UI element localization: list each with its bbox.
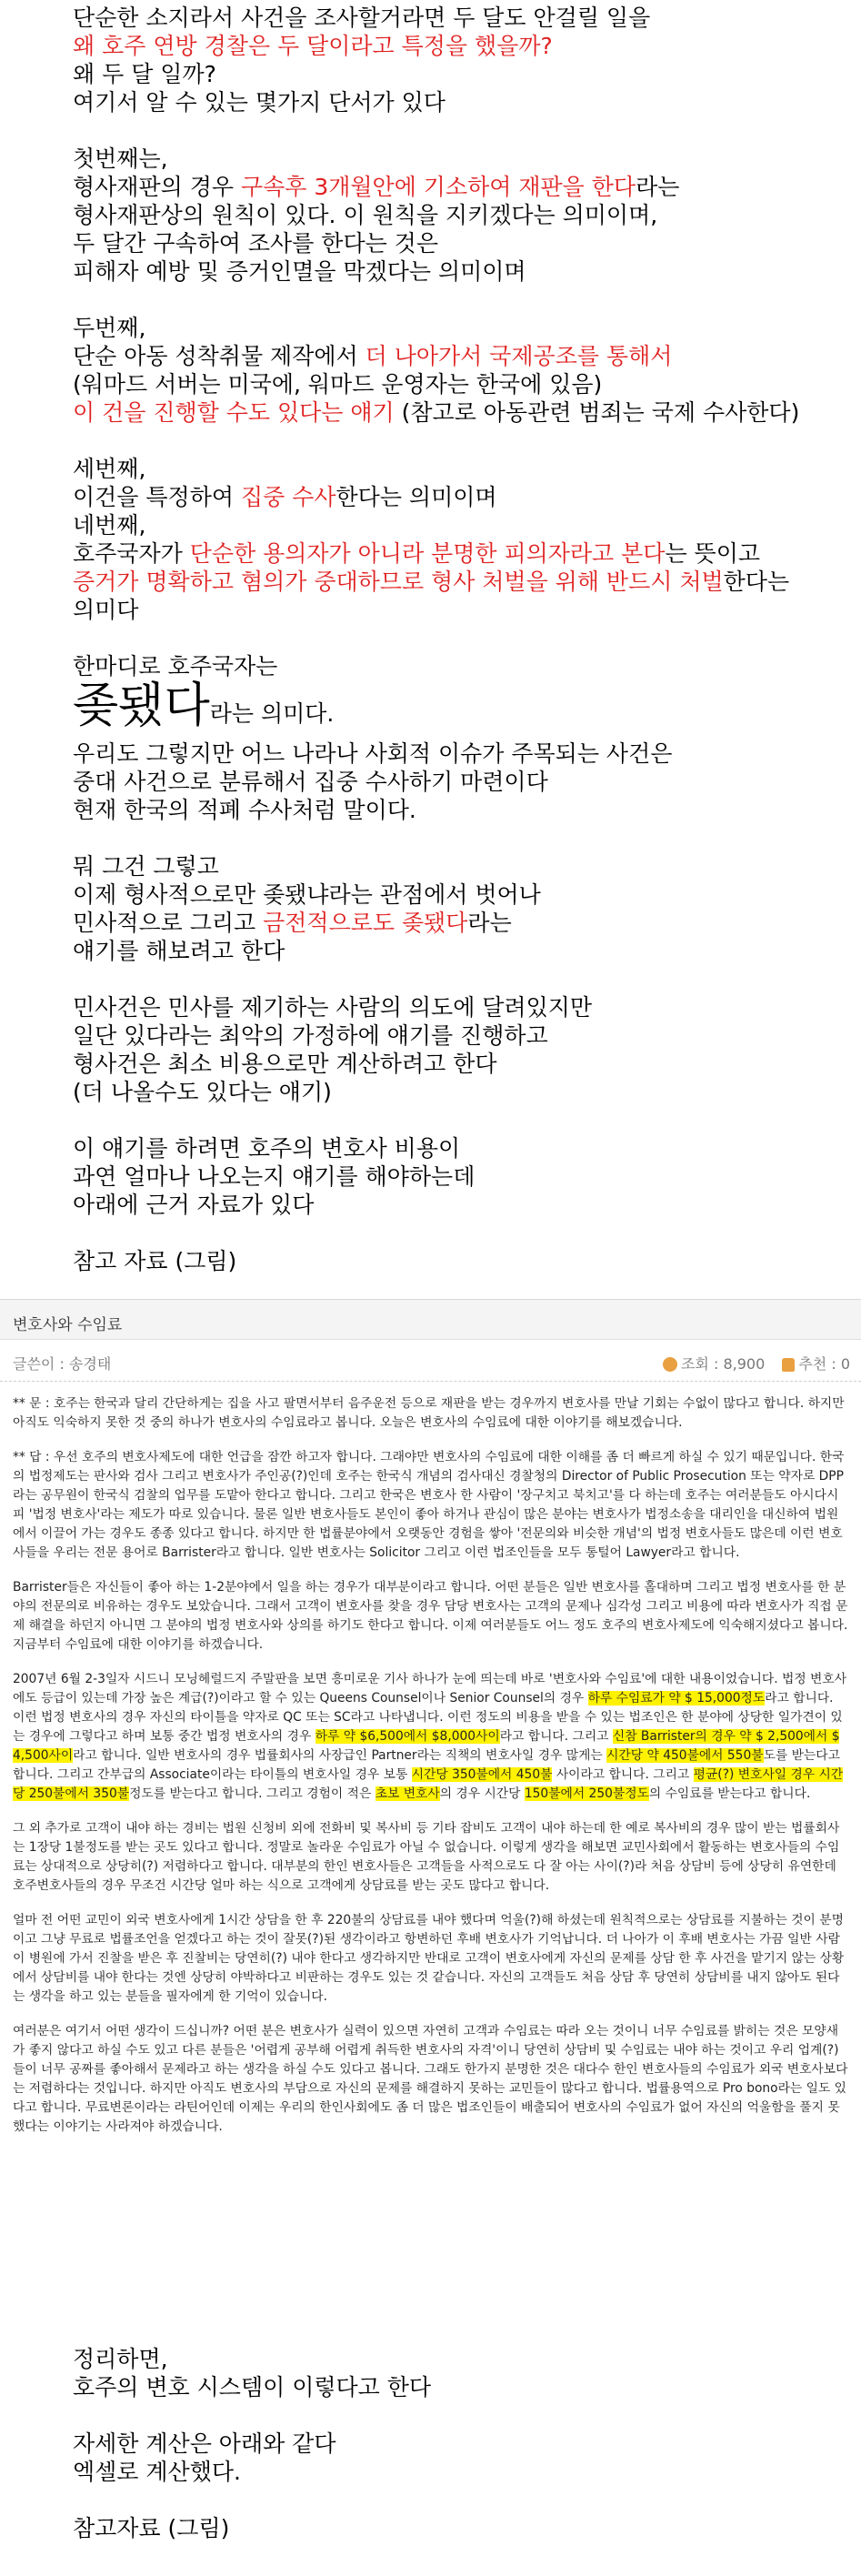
highlight: 하루 약 $6,500에서 $8,000사이 xyxy=(315,1729,500,1744)
intro-line-3: 왜 두 달 일까? xyxy=(73,61,216,87)
third-heading: 세번째, xyxy=(73,456,146,482)
forum-paragraph-fees: 2007년 6월 2-3일자 시드니 모닝헤럴드지 주말판을 보면 흥미로운 기사 하나가 눈에 띄는데 바로 '변호사와 수임료'에 대한 내용이었습니다. 법정 변호사에도 등급이 있는데 가장 높은 계급(?)이라고 할 수 있는 Queens Counsel이나 Senior Counsel의 경우 하루 수임료가 약 $ 15,000정도라고 합니다. 이런 법정 변호사의 경우 자신의 타이틀을 약자로 QC 또는 SC라고 나타냅니다. 이런 정도의 비용을 받을 수 있는 법조인은 한 분야에 상당한 일가견이 있는 경우에 그렇다고 하며 보통 중간 법정 변호사의 경우 하루 약 $6,500에서 $8,000사이라고 합니다. 그리고 신참 Barrister의 경우 약 $ 2,500에서 $ 4,500사이라고 합니다. 일반 변호사의 경우 법률회사의 사장급인 Partner라는 직책의 변호사일 경우 많게는 시간당 약 450불에서 550불도를 받는다고 합니다. 그리고 간부급의 Associate이라는 타이틀의 변호사일 경우 보통 시간당 350불에서 450불 사이라고 합니다. 그리고 평균(?) 변호사일 경우 시간당 250불에서 350불정도를 받는다고 합니다. 그리고 경험이 적은 초보 변호사의 경우 시간당 150불에서 250불정도의 수임료를 받는다고 합니다. xyxy=(13,1672,847,1801)
highlight: 평균(?) 변호사일 경우 시간당 250불에서 350불 xyxy=(13,1767,844,1801)
civil-line-2: 이제 형사적으로만 좆됐냐라는 관점에서 벗어나 xyxy=(73,881,541,908)
closing-line-2: 호주의 변호 시스템이 이렇다고 한다 xyxy=(73,2374,432,2400)
thumbs-up-icon xyxy=(782,1358,795,1372)
second-line-2: 단순 아동 성착취물 제작에서 더 나아가서 국제공조를 통해서 xyxy=(73,343,673,369)
civil-line-1: 뭐 그건 그렇고 xyxy=(73,853,219,880)
civil-line-8: (더 나올수도 있다는 얘기) xyxy=(73,1079,332,1105)
fourth-line-3: 증거가 명확하고 혐의가 중대하므로 형사 처벌을 위해 반드시 처벌한다는 xyxy=(73,569,790,595)
intro-line-4: 여기서 알 수 있는 몇가지 단서가 있다 xyxy=(73,89,446,116)
civil-line-10: 과연 얼마나 나오는지 얘기를 해야하는데 xyxy=(73,1163,476,1190)
article-body xyxy=(73,0,846,1275)
first-line-5: 피해자 예방 및 증거인멸을 막겠다는 의미이며 xyxy=(73,258,526,285)
closing-line-4: 엑셀로 계산했다. xyxy=(73,2459,241,2485)
forum-paragraph: 얼마 전 어떤 교민이 외국 변호사에게 1시간 상담을 한 후 220불의 상담료를 내야 했다며 억울(?)해 하셨는데 원칙적으로는 상담료를 지불하는 것이 분명이고 그냥 무료로 법률조언을 얻겠다고 하는 것이 잘못(?)된 생각이라고 항변하던 후배 변호사가 기억납니다. 더 나아가 이 후배 변호사는 가끔 일반 사람이 병원에 가서 진찰을 받은 후 진찰비는 당연히(?) 내야 한다고 생각하지만 반대로 고객이 변호사에게 자신의 문제를 상담 한 후 사건을 맡기지 않는 상황에서 상담비를 내야 한다는 것엔 상당히 야박하다고 비판하는 경우도 있는 것 같습니다. 자신의 고객들도 처음 상담 후 당연히 상담비를 내지 않아도 된다는 생각을 하고 있는 분들을 필자에게 한 기억이 있습니다. xyxy=(13,1913,845,2004)
highlight: 150불에서 250불정도 xyxy=(524,1786,649,1801)
intro-line-1: 단순한 소지라서 사건을 조사할거라면 두 달도 안걸릴 일을 xyxy=(73,5,651,31)
closing-section xyxy=(73,2345,846,2542)
second-line-4: 이 건을 진행할 수도 있다는 얘기 (참고로 아동관련 범죄는 국제 수사한다) xyxy=(73,399,800,426)
civil-line-11: 아래에 근거 자료가 있다 xyxy=(73,1192,315,1218)
forum-likes: 추천 : 0 xyxy=(798,1355,850,1373)
first-heading: 첫번째는, xyxy=(73,146,168,172)
closing-reference-label: 참고자료 (그림) xyxy=(73,2515,230,2541)
forum-post-meta xyxy=(0,1340,861,1382)
intro-line-2: 왜 호주 연방 경찰은 두 달이라고 특정을 했을까? xyxy=(73,33,553,59)
forum-paragraph: ** 답 : 우선 호주의 변호사제도에 대한 언급을 잠깐 하고자 합니다. 그래야만 변호사의 수임료에 대한 이해를 좀 더 빠르게 하실 수 있기 때문입니다. 한국의 법정제도는 판사와 검사 그리고 변호사가 주인공(?)인데 호주는 한국식 개념의 검사대신 경찰청의 Director of Public Prosecution 또는 약자로 DPP라는 공무원이 한국식 검찰의 업무를 도맡아 한다고 합니다. 그리고 한국은 변호사 한 사람이 '장구치고 북치고'를 다 하는데 호주는 여러분들도 아시다시피 '법정 변호사'라는 제도가 따로 있습니다. 물론 일반 변호사들도 본인이 좋아 하거나 관심이 많은 분야는 변호사가 법정소송을 대리인을 대신하여 법원에서 이끌어 가는 경우도 종종 있다고 합니다. 하지만 한 법률분야에서 오랫동안 경험을 쌓아 '전문의와 비슷한 개념'의 법정 변호사들도 많은데 이런 변호사들을 우리는 전문 용어로 Barrister라고 합니다. 일반 변호사는 Solicitor 그리고 이런 법조인들을 모두 통털어 Lawyer라고 합니다. xyxy=(13,1450,845,1560)
forum-stats xyxy=(663,1353,850,1374)
forum-post-title: 변호사와 수임료 xyxy=(0,1300,861,1340)
summary-line-5: 현재 한국의 적폐 수사처럼 말이다. xyxy=(73,797,416,823)
highlight: 신참 Barrister의 경우 약 $ 2,500에서 $ 4,500사이 xyxy=(13,1729,840,1763)
forum-paragraph: 그 외 추가로 고객이 내야 하는 경비는 법원 신청비 외에 전화비 및 복사비 등 기타 잡비도 고객이 내야 하는데 한 예로 복사비의 경우 많이 받는 법률회사는 1장당 1불정도를 받는 곳도 있다고 합니다. 정말로 놀라운 수임료가 아닐 수 없습니다. 이렇게 생각을 해보면 교민사회에서 활동하는 변호사들의 수임료는 상대적으로 상당히(?) 저렴하다고 합니다. 대부분의 한인 변호사들은 고객들을 사적으로도 다 잘 아는 사이(?)라 처음 상담비 등에 상당히 유연한데 호주변호사들의 경우 무조건 시간당 얼마 하는 식으로 고객에게 상담료를 받는 곳도 많다고 합니다. xyxy=(13,1821,840,1893)
summary-line-4: 중대 사건으로 분류해서 집중 수사하기 마련이다 xyxy=(73,769,548,795)
highlight: 하루 수임료가 약 $ 15,000정도 xyxy=(587,1691,766,1706)
fourth-heading: 네번째, xyxy=(73,512,146,538)
forum-author: 글쓴이 : 송경태 xyxy=(13,1355,112,1373)
forum-paragraph: ** 문 : 호주는 한국과 달리 간단하게는 집을 사고 팔면서부터 음주운전 등으로 재판을 받는 경우까지 변호사를 만날 기회는 수없이 많다고 합니다. 하지만 아직도 익숙하지 못한 것 중의 하나가 변호사의 수임료라고 봅니다. 오늘은 변호사의 수임료에 대한 이야기를 해보겠습니다. xyxy=(13,1396,845,1430)
summary-line-1: 한마디로 호주국자는 xyxy=(73,653,278,679)
third-line-2: 이건을 특정하여 집중 수사한다는 의미이며 xyxy=(73,484,497,510)
summary-line-3: 우리도 그렇지만 어느 나라나 사회적 이슈가 주목되는 사건은 xyxy=(73,740,673,767)
reference-label: 참고 자료 (그림) xyxy=(73,1248,237,1274)
highlight: 시간당 350불에서 450불 xyxy=(411,1767,553,1782)
closing-line-1: 정리하면, xyxy=(73,2346,168,2372)
second-heading: 두번째, xyxy=(73,315,146,341)
fourth-line-2: 호주국자가 단순한 용의자가 아니라 분명한 피의자라고 본다는 뜻이고 xyxy=(73,540,761,567)
civil-line-6: 일단 있다라는 최악의 가정하에 얘기를 진행하고 xyxy=(73,1022,548,1049)
closing-line-3: 자세한 계산은 아래와 같다 xyxy=(73,2430,336,2457)
views-icon xyxy=(663,1357,677,1372)
first-line-4: 두 달간 구속하여 조사를 한다는 것은 xyxy=(73,230,438,257)
forum-paragraph: Barrister들은 자신들이 좋아 하는 1-2분야에서 일을 하는 경우가 대부분이라고 합니다. 어떤 분들은 일반 변호사를 홀대하며 그리고 법정 변호사를 한 분야의 전문의로 비유하는 경우도 보았습니다. 그래서 고객이 변호사를 찾을 경우 담당 변호사는 고객의 문제나 심각성 그리고 비용에 따라 변호사가 직접 문제 해결을 하던지 아니면 그 분야의 법정 변호사와 상의를 하기도 한다고 합니다. 이제 여러분들도 어느 정도 호주의 변호사제도에 익숙해지셨다고 봅니다. 지금부터 수임료에 대한 이야기를 하겠습니다. xyxy=(13,1580,848,1652)
highlight: 초보 변호사 xyxy=(375,1786,440,1801)
fourth-line-4: 의미다 xyxy=(73,597,139,623)
second-line-3: (워마드 서버는 미국에, 워마드 운영자는 한국에 있음) xyxy=(73,371,603,397)
civil-line-3: 민사적으로 그리고 금전적으로도 좆됐다라는 xyxy=(73,910,512,936)
civil-line-4: 얘기를 해보려고 한다 xyxy=(73,938,285,964)
civil-line-5: 민사건은 민사를 제기하는 사람의 의도에 달려있지만 xyxy=(73,994,593,1021)
forum-post-body xyxy=(0,1382,861,2137)
forum-views: 조회 : 8,900 xyxy=(680,1355,766,1373)
forum-post-screenshot xyxy=(0,1299,861,2336)
first-line-3: 형사재판상의 원칙이 있다. 이 원칙을 지키겠다는 의미이며, xyxy=(73,202,658,228)
civil-line-9: 이 얘기를 하려면 호주의 변호사 비용이 xyxy=(73,1135,461,1162)
first-line-2: 형사재판의 경우 구속후 3개월안에 기소하여 재판을 한다라는 xyxy=(73,174,680,200)
highlight: 시간당 약 450불에서 550불 xyxy=(606,1748,764,1763)
civil-line-7: 형사건은 최소 비용으로만 계산하려고 한다 xyxy=(73,1051,497,1077)
summary-big-line: 좆됐다라는 의미다. xyxy=(73,679,335,733)
forum-paragraph: 여러분은 여기서 어떤 생각이 드십니까? 어떤 분은 변호사가 실력이 있으면 자연히 고객과 수임료는 따라 오는 것이니 너무 수임료를 밝히는 것은 모양새가 좋지 않다고 하실 수도 있고 다른 분들은 '어렵게 공부해 어렵게 취득한 변호사의 자격'이니 당연히 상담비 및 수임료는 내야 하는 것이고 우리 업계(?)들이 너무 공짜를 좋아해서 문제라고 하는 생각을 하실 수도 있다고 봅니다. 그래도 한가지 분명한 것은 대다수 한인 변호사들의 수임료가 외국 변호사보다는 저렴하다는 것입니다. 하지만 아직도 변호사의 부담으로 자신의 문제를 해결하지 못하는 교민들이 많다고 합니다. 법률용역으로 Pro bono라는 일도 있다고 합니다. 무료변론이라는 라틴어인데 이제는 우리의 한인사회에도 좀 더 많은 법조인들이 배출되어 변호사의 수임료가 없어 자신의 억울함을 풀지 못했다는 이야기는 사라져야 하겠습니다. xyxy=(13,2024,848,2134)
